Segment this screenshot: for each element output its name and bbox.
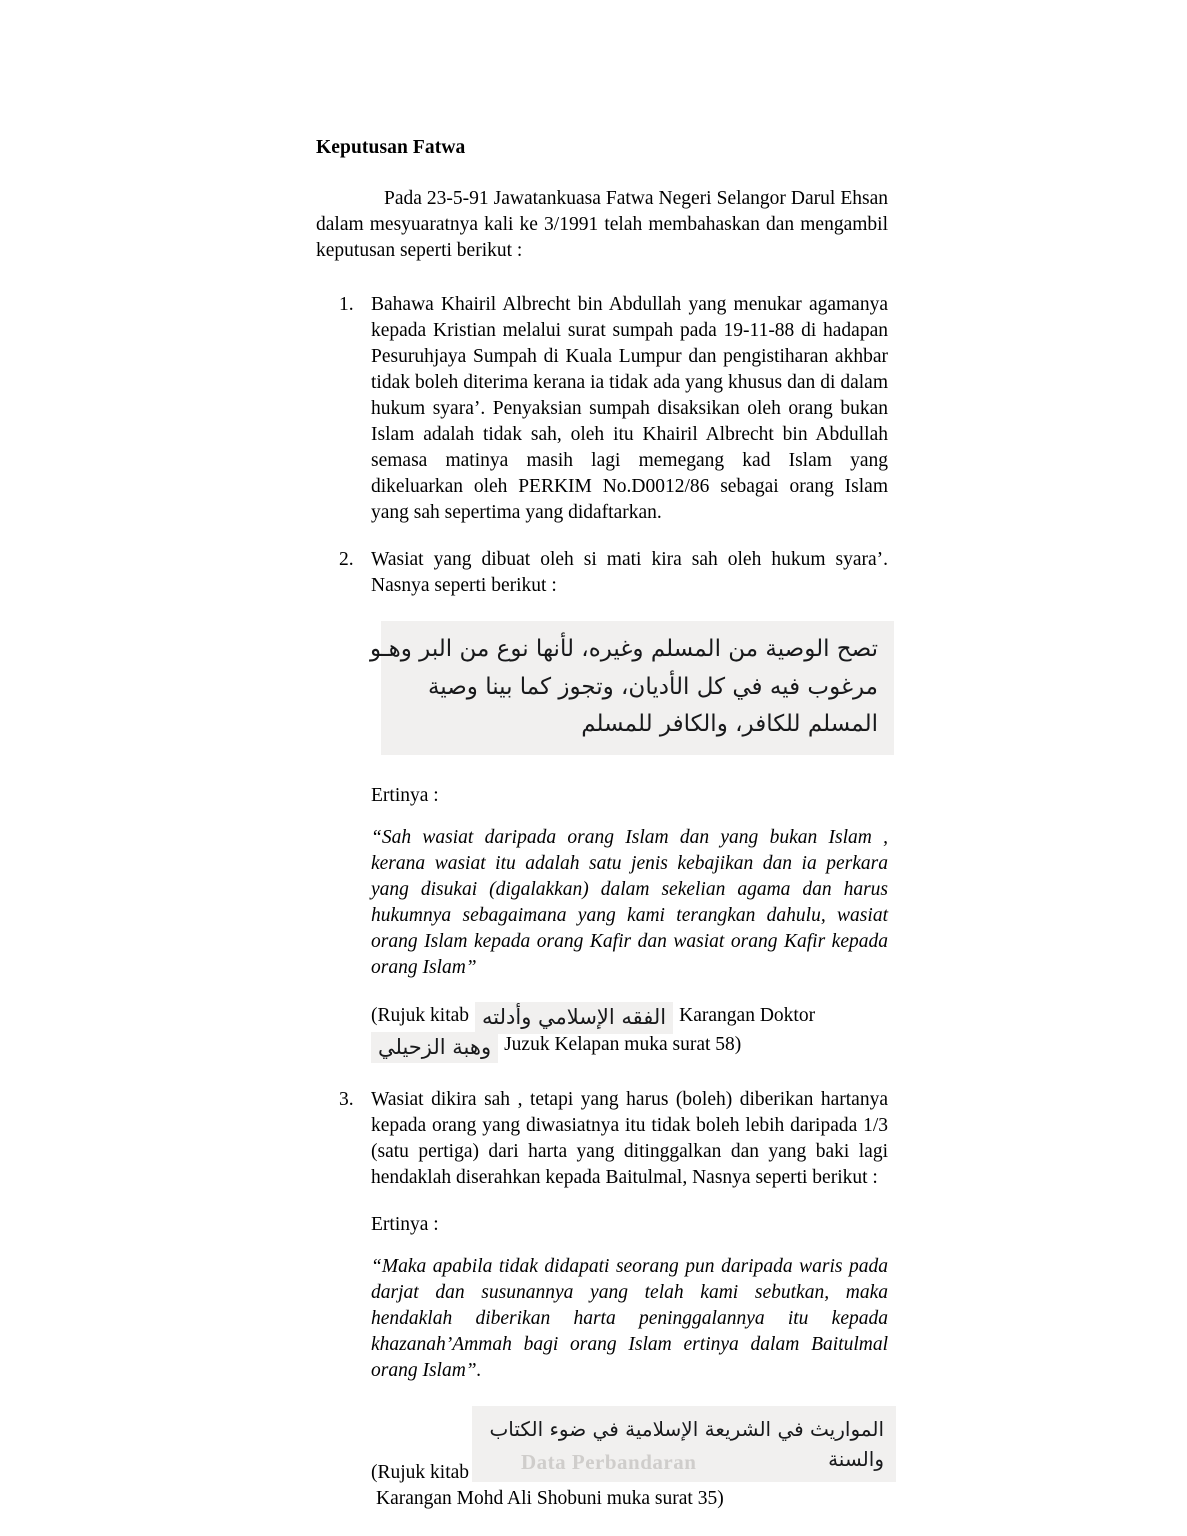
list-item-text: Wasiat dikira sah , tetapi yang harus (boleh) diberikan hartanya kepada orang yang diwasiatnya itu tidak boleh lebih daripada 1/3 (satu pertiga) dari harta yang ditinggalkan dan yang baki lagi hendaklah diserahkan kepada Baitulmal, Nasnya seperti berikut :	[371, 1088, 888, 1188]
ertinya-label: Ertinya :	[371, 1214, 439, 1236]
scan-watermark: Data Perbandaran	[521, 1449, 697, 1474]
numbered-list	[316, 292, 888, 1510]
spacer	[371, 1384, 888, 1406]
list-item-number: 1.	[339, 294, 354, 316]
list-item	[316, 1087, 888, 1510]
citation-suffix: Juzuk Kelapan muka surat 58)	[504, 1034, 742, 1056]
list-item-number: 3.	[339, 1088, 354, 1110]
final-citation-block	[371, 1406, 888, 1510]
spacer	[371, 980, 888, 1002]
translation-quote: “Sah wasiat daripada orang Islam dan yang bukan Islam , kerana wasiat itu adalah satu jenis kebajikan dan ia perkara yang disukai (digalakkan) dalam sekelian agama dan harus hukumnya sebagaimana yang kami terangkan dahulu, wasiat orang Islam kepada orang Kafir dan wasiat orang Kafir kepada orang Islam”	[371, 826, 888, 978]
citation-row-1	[371, 1002, 888, 1029]
citation-suffix: Karangan Mohd Ali Shobuni muka surat 35)	[376, 1487, 724, 1509]
citation-prefix: (Rujuk kitab	[371, 1005, 470, 1027]
document-content	[316, 136, 888, 1532]
spacer	[371, 809, 888, 825]
arabic-line-2: مرغوب فيه في كل الأديان، وتجوز كما بينا وصية	[427, 673, 878, 700]
arabic-line-3: المسلم للكافر، والكافر للمسلم	[581, 710, 878, 737]
arabic-line-1: تصح الوصية من المسلم وغيره، لأنها نوع من البر وهـو	[369, 636, 878, 663]
list-item	[316, 292, 888, 525]
ertinya-label: Ertinya :	[371, 785, 439, 807]
spacer	[371, 755, 888, 783]
page-title: Keputusan Fatwa	[316, 137, 466, 158]
list-item-text: Bahawa Khairil Albrecht bin Abdullah yang menukar agamanya kepada Kristian melalui surat sumpah pada 19-11-88 di hadapan Pesuruhjaya Sumpah di Kuala Lumpur dan pengistiharan akhbar tidak boleh diterima kerana ia tidak ada yang khusus dan di dalam hukum syara’. Penyaksian sumpah disaksikan oleh orang bukan Islam adalah tidak sah, oleh itu Khairil Albrecht bin Abdullah semasa matinya masih lagi memegang kad Islam yang dikeluarkan oleh PERKIM No.D0012/86 sebagai orang Islam yang sah sepertima yang didaftarkan.	[371, 294, 888, 523]
list-item-text: Wasiat yang dibuat oleh si mati kira sah oleh hukum syara’. Nasnya seperti berikut :	[371, 549, 888, 597]
spacer	[371, 599, 888, 621]
list-item-number: 2.	[339, 549, 354, 571]
intro-paragraph: Pada 23-5-91 Jawatankuasa Fatwa Negeri Selangor Darul Ehsan dalam mesyuaratnya kali ke 3/1991 telah membahaskan dan mengambil keputusan seperti berikut :	[316, 188, 888, 262]
citation-prefix: (Rujuk kitab	[371, 1461, 470, 1483]
list-item	[316, 547, 888, 1058]
spacer	[371, 1190, 888, 1212]
arabic-title-line-2: والسنة	[828, 1446, 884, 1471]
scanned-arabic-nas-image	[369, 621, 894, 755]
citation-row-2	[371, 1032, 888, 1059]
citation-author-prefix: Karangan Doktor	[679, 1005, 816, 1027]
scanned-arabic-book-title: الفقه الإسلامي وأدلته	[475, 1002, 673, 1033]
arabic-title-line-1: المواريث في الشريعة الإسلامية في ضوء الكتاب	[489, 1416, 884, 1441]
translation-quote: “Maka apabila tidak didapati seorang pun daripada waris pada darjat dan susunannya yang telah kami sebutkan, maka hendaklah diberikan harta peninggalannya itu kepada khazanah’Ammah bagi orang Islam ertinya dalam Baitulmal orang Islam”.	[371, 1256, 888, 1382]
scanned-arabic-author-name: وهبة الزحيلي	[371, 1032, 498, 1063]
citation-block	[371, 1002, 888, 1058]
spacer	[371, 1238, 888, 1254]
